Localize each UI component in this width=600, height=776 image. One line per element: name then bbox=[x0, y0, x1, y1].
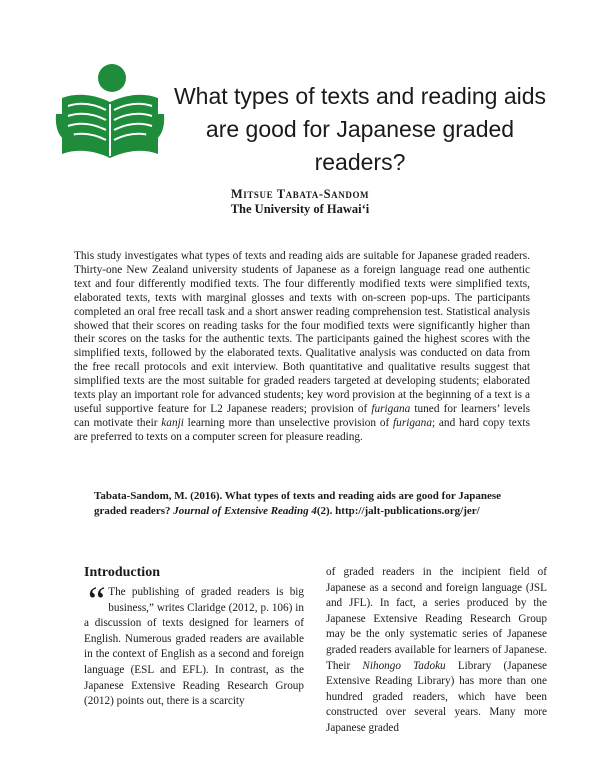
abstract-text-4: ; and hard copy texts are preferred to texts on a computer screen for pleasure reading. bbox=[74, 416, 530, 443]
citation-text: Tabata-Sandom, M. (2016). What types of texts and reading aids are good for Japanese graded readers? bbox=[94, 490, 502, 517]
body-column-right-text-2: Library (Japanese Extensive Reading Library) has more than one hundred graded readers, which have been constructed over several years. Many more Japanese graded bbox=[326, 659, 548, 734]
author-name: Mitsue Tabata-Sandom bbox=[230, 187, 370, 201]
paper-title bbox=[160, 80, 560, 179]
abstract-text-2: tuned for learners’ levels can motivate their bbox=[74, 402, 530, 429]
reader-logo bbox=[54, 58, 166, 170]
citation-journal: Journal of Extensive Reading 4 bbox=[173, 505, 317, 517]
title-line-1: What types of texts and reading aids bbox=[173, 83, 547, 109]
person-reading-book-icon bbox=[54, 58, 166, 170]
body-term-nihongo-tadoku: Nihongo Tadoku bbox=[362, 659, 446, 672]
abstract-term-furigana-2: furigana bbox=[393, 416, 432, 429]
section-heading-introduction: Introduction bbox=[84, 565, 160, 580]
body-column-right bbox=[326, 565, 547, 737]
drop-quote-mark: “ bbox=[84, 578, 107, 623]
citation bbox=[94, 489, 524, 519]
abstract-text-3: learning more than unselective provision of bbox=[183, 416, 394, 429]
title-line-2: are good for Japanese graded readers? bbox=[205, 116, 515, 175]
citation-link[interactable]: (2). http://jalt-publications.org/jer/ bbox=[316, 505, 480, 517]
body-column-left bbox=[84, 578, 304, 710]
body-column-right-text-1: of graded readers in the incipient field of Japanese as a second and foreign language (JSL and JFL). In fact, a series produced by the Japanese Extensive Reading Research Group may be the only systematic series of Japanese graded readers available for learners of Japanese. Their bbox=[326, 566, 547, 672]
body-column-left-text: The publishing of graded readers is big business,” writes Claridge (2012, p. 106) in a discussion of texts designed for learners of English. Numerous graded readers are available in the context of English as a second and foreign language (ESL and EFL). In contrast, as the Japanese Extensive Reading Research Group (2012) points out, there is a scarcity bbox=[84, 586, 304, 708]
abstract-text-1: This study investigates what types of texts and reading aids are suitable for Japanese graded readers. Thirty-one New Zealand university students of Japanese as a foreign language read one authentic text and four differently modified texts. The four differently modified texts were simplified texts, elaborated texts, texts with marginal glosses and texts with on-screen pop-ups. The participants completed an oral free recall task and a short answer reading comprehension test. Statistical analysis showed that their scores on reading tasks for the four modified texts were significantly higher than their scores on the tasks for the authentic texts. The participants gained the highest scores with the simplified texts, followed by the elaborated texts. Qualitative analysis was conducted on data from the free recall protocols and exit interview. Both quantitative and qualitative results suggest that simplified texts are the most suitable for graded readers targeted at developing students; elaborated texts play an important role for advanced students; key word provision at the beginning of a text is a useful supportive feature for L2 Japanese readers; provision of bbox=[74, 250, 530, 415]
abstract-term-furigana: furigana bbox=[371, 402, 411, 415]
author-affiliation: The University of Hawai‘i bbox=[230, 202, 370, 216]
abstract-term-kanji: kanji bbox=[161, 416, 184, 429]
abstract bbox=[74, 250, 530, 445]
